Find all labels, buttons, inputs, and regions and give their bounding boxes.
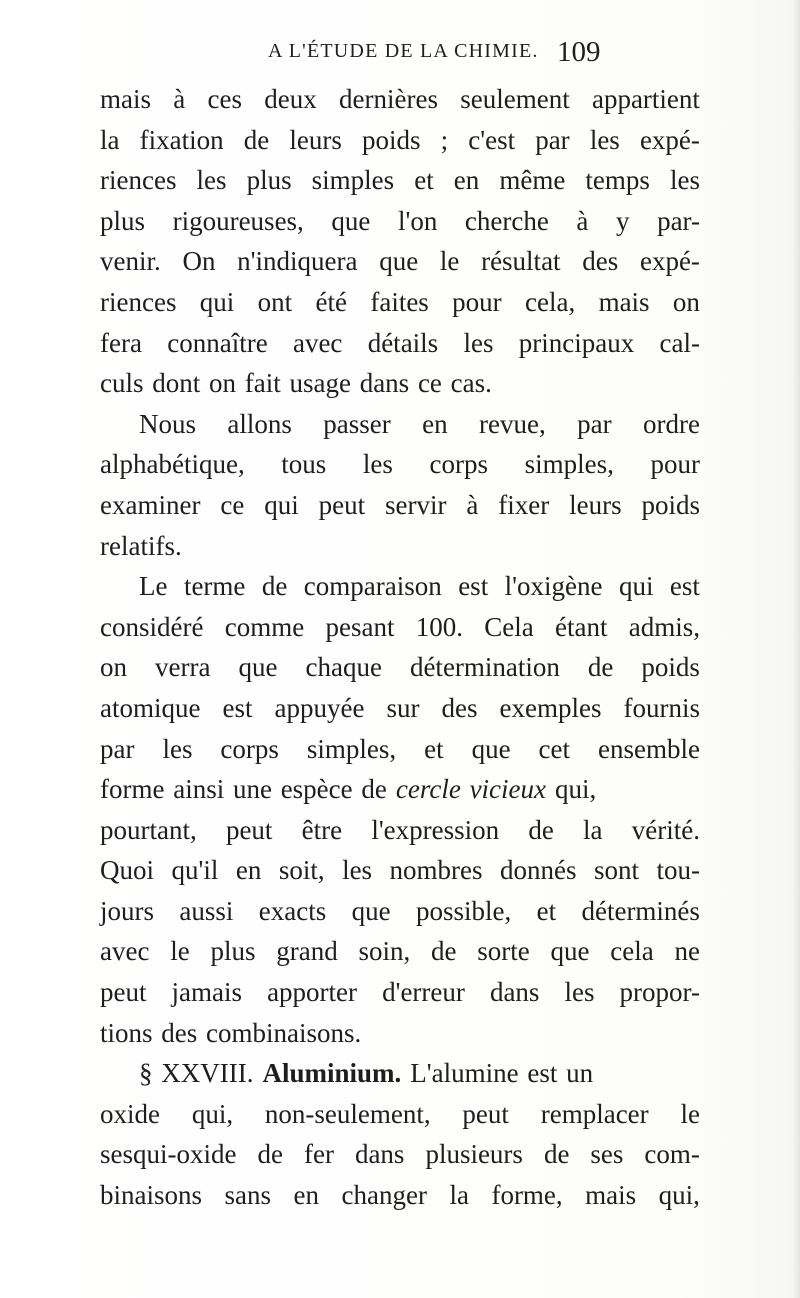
text-line: Quoi qu'il en soit, les nombres donnés sont tou- (100, 855, 700, 886)
text-line: riences les plus simples et en même temps les (100, 165, 700, 196)
text-line: par les corps simples, et que cet ensemble (100, 733, 700, 764)
text-line: Nous allons passer en revue, par ordre (139, 408, 700, 439)
text-segment: qui, (555, 774, 597, 805)
text-line: sesqui-oxide de fer dans plusieurs de ses com- (100, 1139, 700, 1170)
text-line: examiner ce qui peut servir à fixer leurs poids (100, 489, 700, 520)
text-line: alphabétique, tous les corps simples, pour (100, 449, 700, 480)
text-line: pourtant, peut être l'expression de la vérité. (100, 814, 700, 845)
text-line: considéré comme pesant 100. Cela étant admis, (100, 611, 700, 642)
text-line: avec le plus grand soin, de sorte que cela ne (100, 936, 700, 967)
body-text (100, 79, 700, 1216)
text-line: atomique est appuyée sur des exemples fournis (100, 692, 700, 723)
text-line: relatifs. (100, 530, 182, 561)
italic-phrase: cercle vicieux (395, 774, 547, 805)
text-line: la fixation de leurs poids ; c'est par les expé- (100, 124, 700, 155)
text-line: riences qui ont été faites pour cela, mais on (100, 286, 700, 317)
section-heading-line (100, 1053, 700, 1094)
text-line: binaisons sans en changer la forme, mais qui, (100, 1180, 700, 1211)
running-title: A L'ÉTUDE DE LA CHIMIE. (268, 40, 539, 62)
page-edge-shadow (792, 0, 800, 1298)
text-line: fera connaître avec détails les principaux cal- (100, 327, 700, 358)
text-segment: L'alumine est un (410, 1058, 594, 1089)
text-line: on verra que chaque détermination de poids (100, 652, 700, 683)
page-number: 109 (557, 36, 601, 68)
running-head (100, 28, 700, 68)
section-number: § XXVIII. (139, 1058, 254, 1089)
text-line: mais à ces deux dernières seulement appartient (100, 84, 700, 114)
text-segment: forme ainsi une espèce de (100, 774, 387, 805)
text-line: Le terme de comparaison est l'oxigène qui est (139, 571, 700, 602)
text-line: plus rigoureuses, que l'on cherche à y par- (100, 205, 700, 236)
text-line (100, 769, 700, 810)
text-line: venir. On n'indiquera que le résultat des expé- (100, 246, 700, 277)
section-title: Aluminium. (262, 1058, 402, 1089)
text-line: culs dont on fait usage dans ce cas. (100, 368, 492, 399)
text-line: peut jamais apporter d'erreur dans les propor- (100, 977, 700, 1008)
text-line: jours aussi exacts que possible, et déterminés (100, 895, 700, 926)
text-line: oxide qui, non-seulement, peut remplacer le (100, 1098, 700, 1129)
text-line: tions des combinaisons. (100, 1017, 362, 1048)
